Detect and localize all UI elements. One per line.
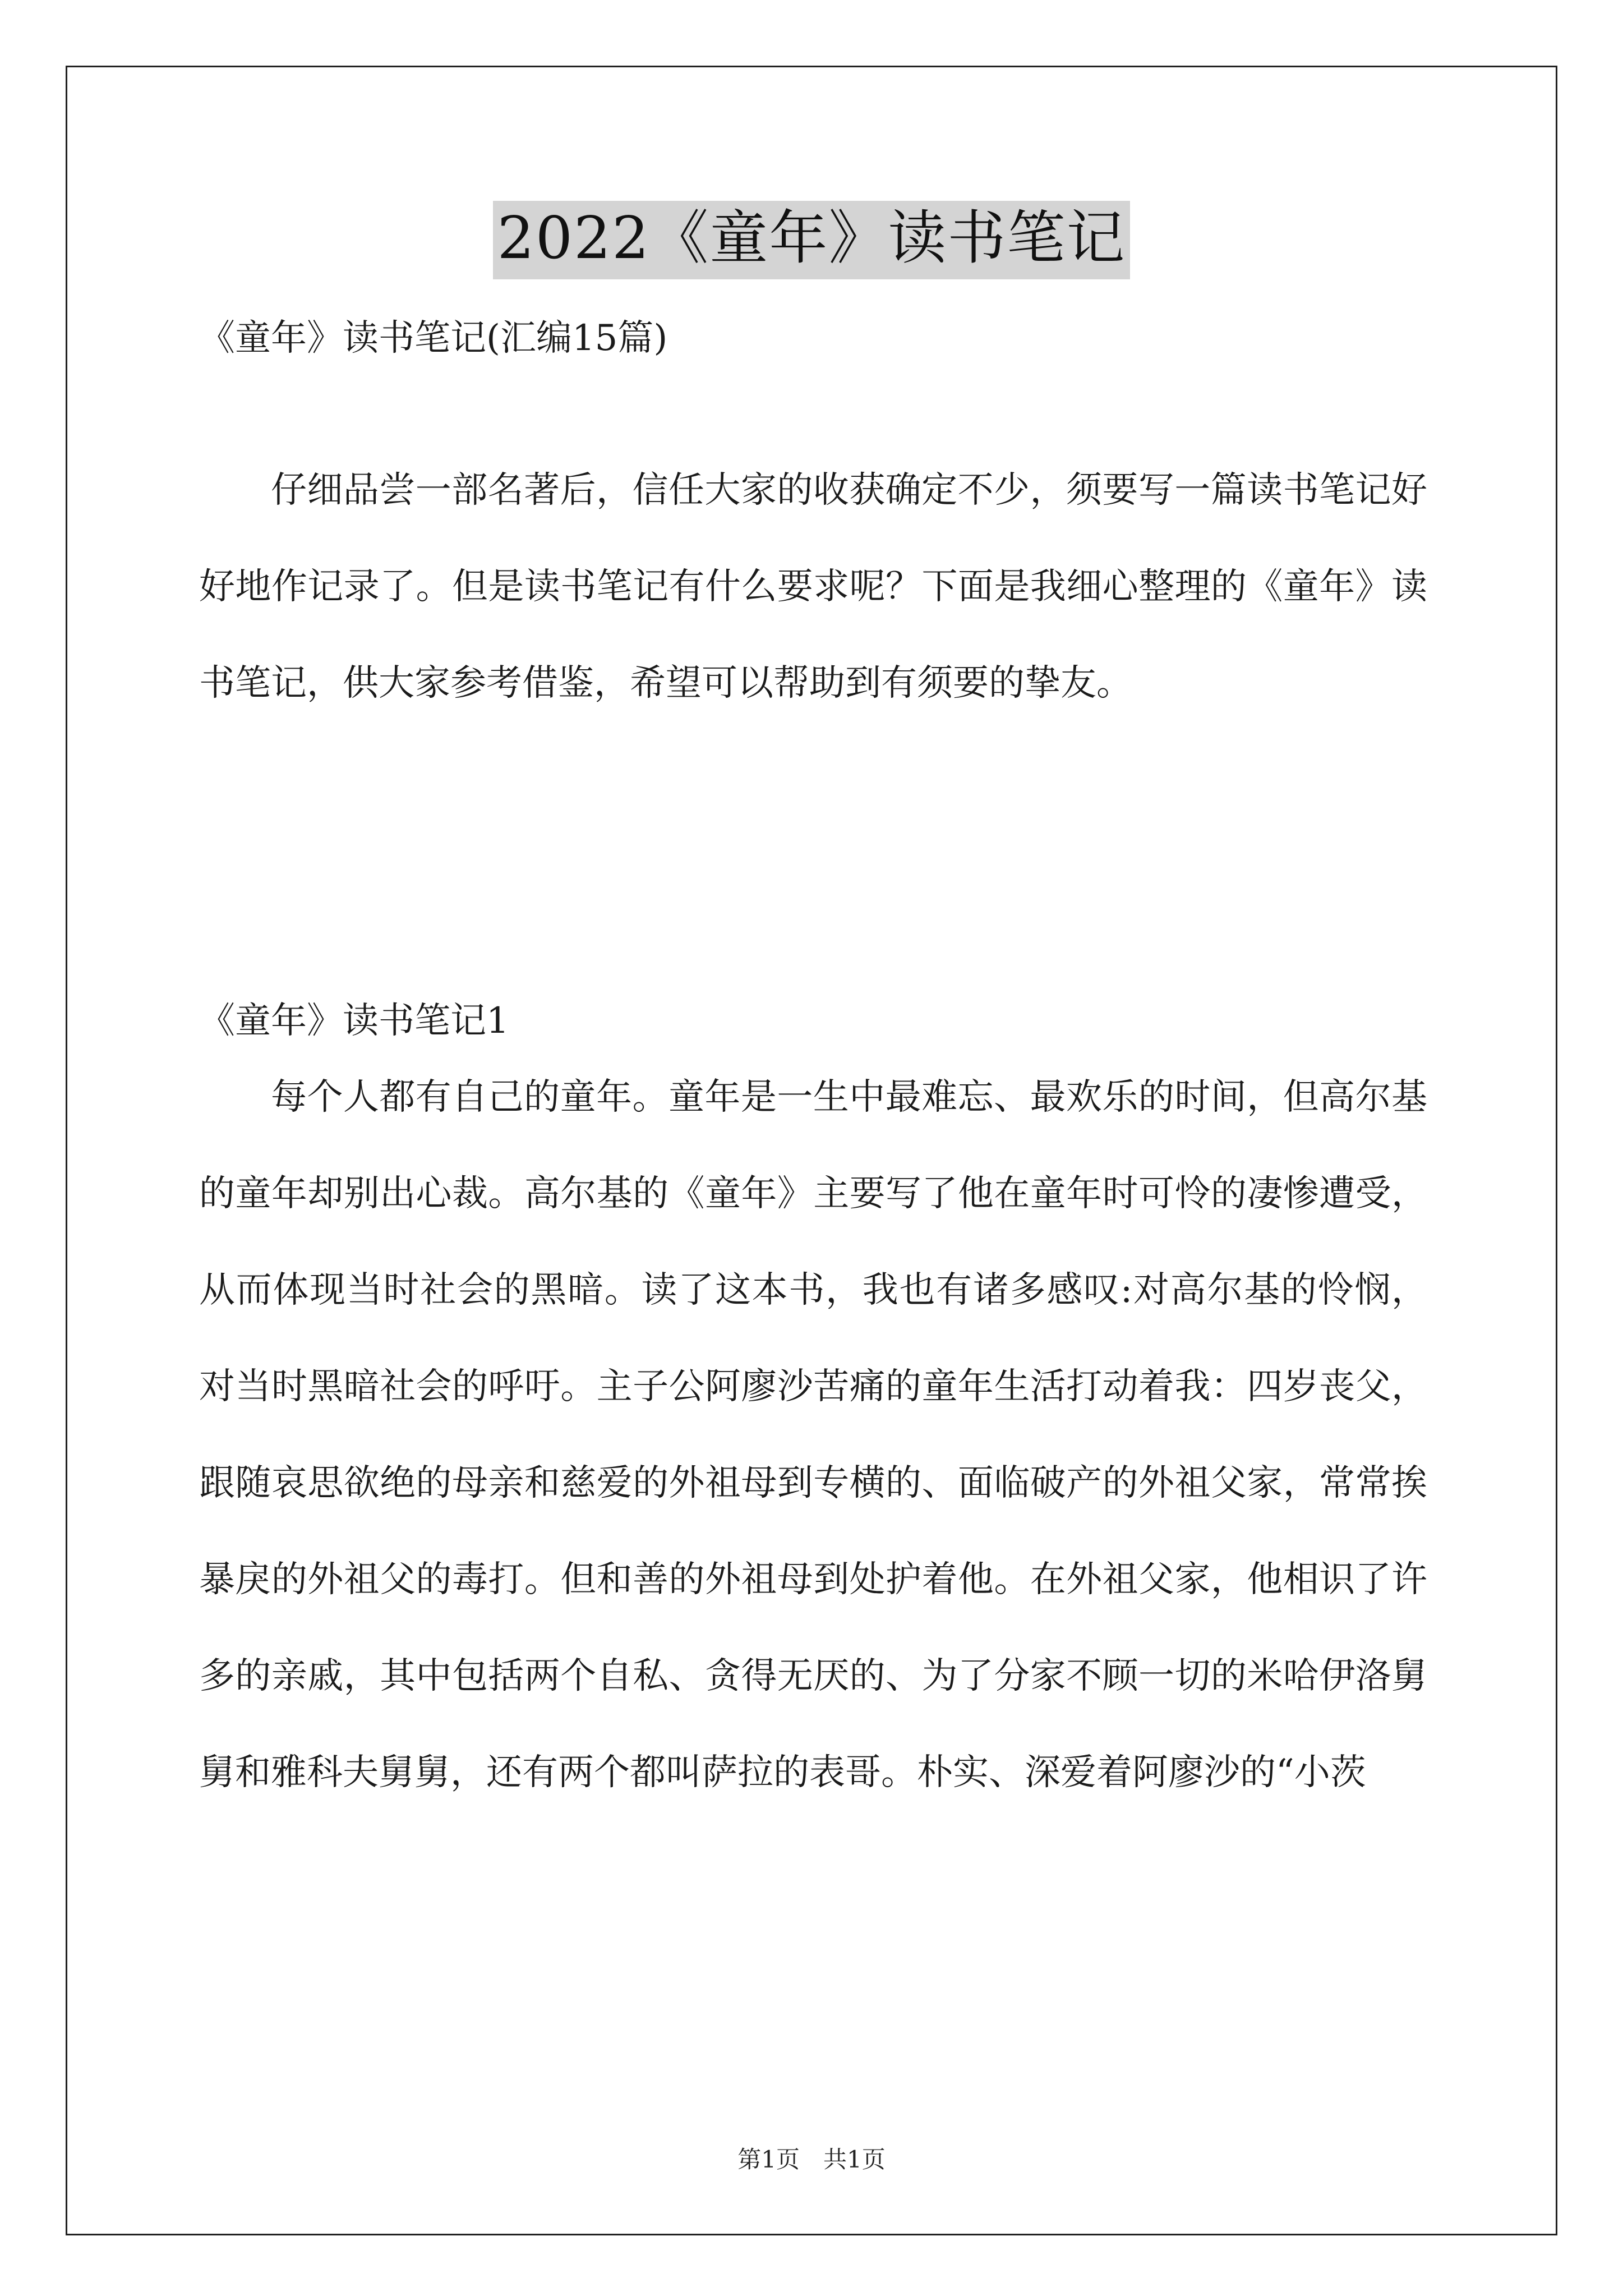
document-subtitle: 《童年》读书笔记(汇编15篇)	[199, 318, 668, 359]
page-footer: 第1页 共1页	[737, 2146, 886, 2173]
document-title: 2022《童年》读书笔记	[493, 201, 1131, 279]
section-heading: 《童年》读书笔记1	[199, 1000, 509, 1042]
title-container	[0, 201, 1623, 279]
intro-paragraph: 仔细品尝一部名著后，信任大家的收获确定不少，须要写一篇读书笔记好好地作记录了。但是读书笔记有什么要求呢？下面是我细心整理的《童年》读书笔记，供大家参考借鉴，希望可以帮助到有须要的挚友。	[199, 470, 1427, 704]
body-paragraph: 每个人都有自己的童年。童年是一生中最难忘、最欢乐的时间，但高尔基的童年却别出心裁。高尔基的《童年》主要写了他在童年时可怜的凄惨遭受，从而体现当时社会的黑暗。读了这本书，我也有诸多感叹:对高尔基的怜悯，对当时黑暗社会的呼吁。主子公阿廖沙苦痛的童年生活打动着我：四岁丧父，跟随哀思欲绝的母亲和慈爱的外祖母到专横的、面临破产的外祖父家，常常挨暴戾的外祖父的毒打。但和善的外祖母到处护着他。在外祖父家，他相识了许多的亲戚，其中包括两个自私、贪得无厌的、为了分家不顾一切的米哈伊洛舅舅和雅科夫舅舅，还有两个都叫萨拉的表哥。朴实、深爱着阿廖沙的“小茨	[199, 1076, 1427, 1793]
